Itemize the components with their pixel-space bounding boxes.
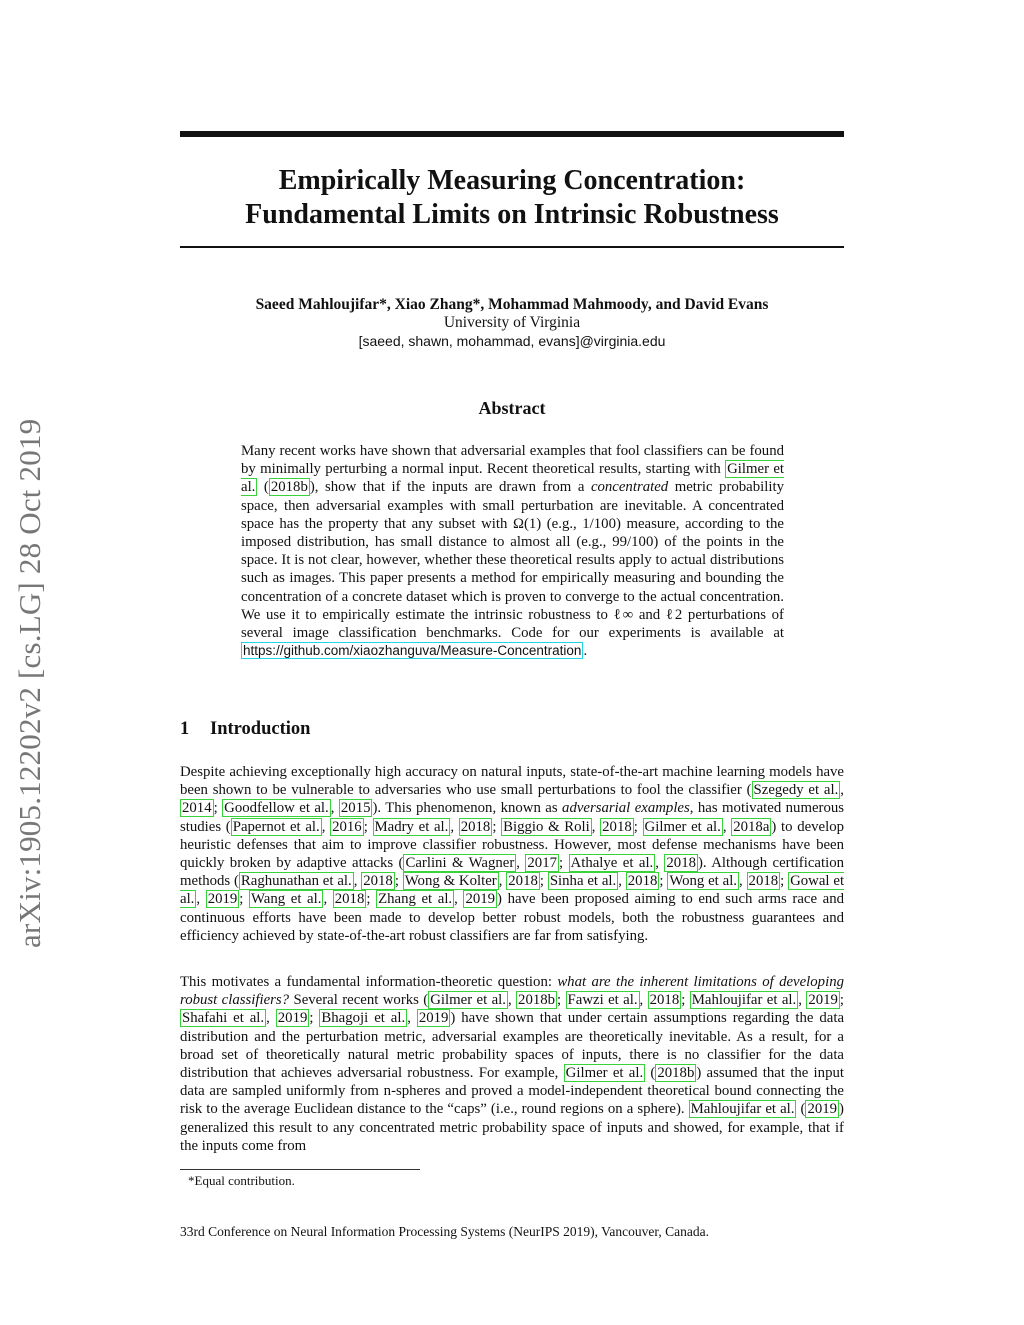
footnote-rule <box>180 1169 420 1170</box>
abstract-text: Many recent works have shown that adversarial examples that fool classifiers can be found by minimally perturbing a normal input. Recent theoretical results, starting with Gilmer et al. ( 2018b ), show that if the inputs are drawn from a concentrated metric probability space, then adversarial examples with small perturbation are inevitable. A concentrated space has the property that any subset with Ω(1) (e.g., 1/100) measure, according to the imposed distribution, has small distance to almost all (e.g., 99/100) of the points in the space. It is not clear, however, whether these theoretical results apply to actual distributions such as images. This paper presents a method for empirically measuring and bounding the concentration of a concrete dataset which is proven to converge to the actual concentration. We use it to empirically estimate the intrinsic robustness to ℓ∞ and ℓ2 perturbations of several image classification benchmarks. Code for our experiments is available at https://github.com/xiaozhanguva/Measure-Concentration . <box>241 443 785 660</box>
citation-link[interactable]: Gilmer et al. <box>565 1065 644 1082</box>
footnote: *Equal contribution. <box>188 1173 295 1188</box>
citation-link[interactable]: 2018 <box>460 818 491 835</box>
citation-link[interactable]: 2019 <box>465 891 496 908</box>
citation-link[interactable]: Shafahi et al. <box>182 1010 265 1027</box>
conference-note: 33rd Conference on Neural Information Processing Systems (NeurIPS 2019), Vancouver, Canada. <box>180 1224 709 1239</box>
abstract-heading: Abstract <box>478 398 546 418</box>
citation-link[interactable]: 2016 <box>332 818 362 835</box>
section-heading: 1 Introduction <box>180 719 311 739</box>
author-block <box>180 296 844 350</box>
citation-link[interactable]: Goodfellow et al. <box>224 800 329 817</box>
citation-link[interactable]: Gilmer et al. <box>241 461 785 496</box>
citation-link[interactable]: 2019 <box>207 891 238 908</box>
citation-link[interactable]: 2018b <box>518 992 556 1009</box>
citation-link[interactable]: 2018 <box>508 873 538 890</box>
intro-paragraph-2: This motivates a fundamental information-theoretic question: what are the inherent limitations of developing robust classifiers? Several recent works ( Gilmer et al. , 2018b ; Fawzi et al. , 2018 ; Mahloujifar et al. , 2019 ; Shafahi et al. , 2019 ; Bhagoji et al. , 2019 ) have shown that under certain assumptions regarding the data distribution and the perturbation metric, adversarial examples are theoretically inevitable. As a result, for a broad set of theoretically natural metric probability spaces of inputs, there is no classifier for the data distribution that achieves adversarial robustness. For example, Gilmer et al. ( 2018b ) assumed that the input data are sampled uniformly from n-spheres and proved a model-independent theoretical bound connecting the risk to the average Euclidean distance to the “caps” (i.e., round regions on a sphere). Mahloujifar et al. ( 2019 ) generalized this result to any concentrated metric probability space of inputs and showed, for example, that if the inputs come from <box>180 974 845 1154</box>
citation-link[interactable]: 2015 <box>340 800 371 817</box>
intro-paragraph-1: Despite achieving exceptionally high accuracy on natural inputs, state-of-the-art machine learning models have been shown to be vulnerable to adversaries who use small perturbations to fool the classifier ( Szegedy et al. , 2014 ; Goodfellow et al. , 2015 ). This phenomenon, known as adversarial examples, has motivated numerous studies ( Papernot et al. , 2016 ; Madry et al. , 2018 ; Biggio & Roli , 2018 ; Gilmer et al. , 2018a ) to develop heuristic defenses that aim to improve classifier robustness. However, most defense mechanisms have been quickly broken by adaptive attacks ( Carlini & Wagner , 2017 ; Athalye et al. , 2018 ). Although certification methods ( Raghunathan et al. , 2018 ; Wong & Kolter , 2018 ; Sinha et al. , 2018 ; Wong et al. , 2018 ; Gowal et al. , 2019 ; Wang et al. , 2018 ; Zhang et al. , 2019 ) have been proposed aiming to end such arms race and continuous efforts have been made to develop better robust models, both the robustness guarantees and efficiency achieved by state-of-the-art robust classifiers are far from satisfying. <box>180 764 845 944</box>
citation-link[interactable]: Papernot et al. <box>232 818 320 835</box>
citation-link[interactable]: Wong & Kolter <box>404 873 497 890</box>
citation-link[interactable]: Mahloujifar et al. <box>691 992 797 1009</box>
citation-link[interactable]: 2014 <box>182 800 212 817</box>
citation-link[interactable]: Zhang et al. <box>378 891 453 908</box>
citation-link[interactable]: 2019 <box>807 1101 838 1118</box>
citation-link[interactable]: 2019 <box>277 1010 308 1027</box>
citation-link[interactable]: 2018 <box>627 873 658 890</box>
affiliation: University of Virginia <box>443 314 581 331</box>
author-email: [saeed, shawn, mohammad, evans]@virginia.edu <box>358 333 666 349</box>
title-line-1: Empirically Measuring Concentration: <box>278 165 746 196</box>
citation-link[interactable]: 2019 <box>418 1010 449 1027</box>
citation-link[interactable]: Raghunathan et al. <box>240 873 352 890</box>
author-names: Saeed Mahloujifar*, Xiao Zhang*, Mohammad Mahmoody, and David Evans <box>255 296 769 313</box>
citation-link[interactable]: Mahloujifar et al. <box>690 1101 795 1118</box>
citation-link[interactable]: Bhagoji et al. <box>321 1010 406 1027</box>
top-rule <box>180 131 844 137</box>
citation-link[interactable]: 2018 <box>602 818 632 835</box>
citation-link[interactable]: Sinha et al. <box>549 873 617 890</box>
citation-link[interactable]: 2018 <box>649 992 680 1009</box>
arxiv-sidebar: arXiv:1905.12202v2 [cs.LG] 28 Oct 2019 <box>12 418 47 948</box>
citation-link[interactable]: Carlini & Wagner <box>405 855 515 872</box>
citation-link[interactable]: 2018 <box>334 891 365 908</box>
code-url-link[interactable]: https://github.com/xiaozhanguva/Measure-Concentration <box>243 643 582 659</box>
citation-link[interactable]: Fawzi et al. <box>567 992 638 1009</box>
citation-link[interactable]: 2018a <box>733 818 770 835</box>
citation-link[interactable]: Madry et al. <box>374 818 449 835</box>
citation-link[interactable]: Biggio & Roli <box>503 818 590 835</box>
citation-link[interactable]: Wong et al. <box>669 873 738 890</box>
citation-link[interactable]: Gilmer et al. <box>430 992 506 1009</box>
citation-link[interactable]: 2018 <box>363 873 393 890</box>
title-rule <box>180 246 844 248</box>
citation-link[interactable]: 2018b <box>657 1065 695 1082</box>
paper-title <box>180 164 844 232</box>
citation-link[interactable]: 2019 <box>808 992 838 1009</box>
citation-link[interactable]: 2017 <box>527 855 557 872</box>
title-line-2: Fundamental Limits on Intrinsic Robustness <box>245 199 779 230</box>
citation-link[interactable]: Athalye et al. <box>570 855 654 872</box>
citation-link[interactable]: 2018b <box>270 479 308 496</box>
citation-link[interactable]: Gilmer et al. <box>644 818 721 835</box>
citation-link[interactable]: 2018 <box>666 855 696 872</box>
citation-link[interactable]: 2018 <box>748 873 779 890</box>
citation-link[interactable]: Szegedy et al. <box>753 782 839 799</box>
citation-link[interactable]: Wang et al. <box>251 891 322 908</box>
citation-link[interactable]: Gowal et al. <box>180 873 845 908</box>
